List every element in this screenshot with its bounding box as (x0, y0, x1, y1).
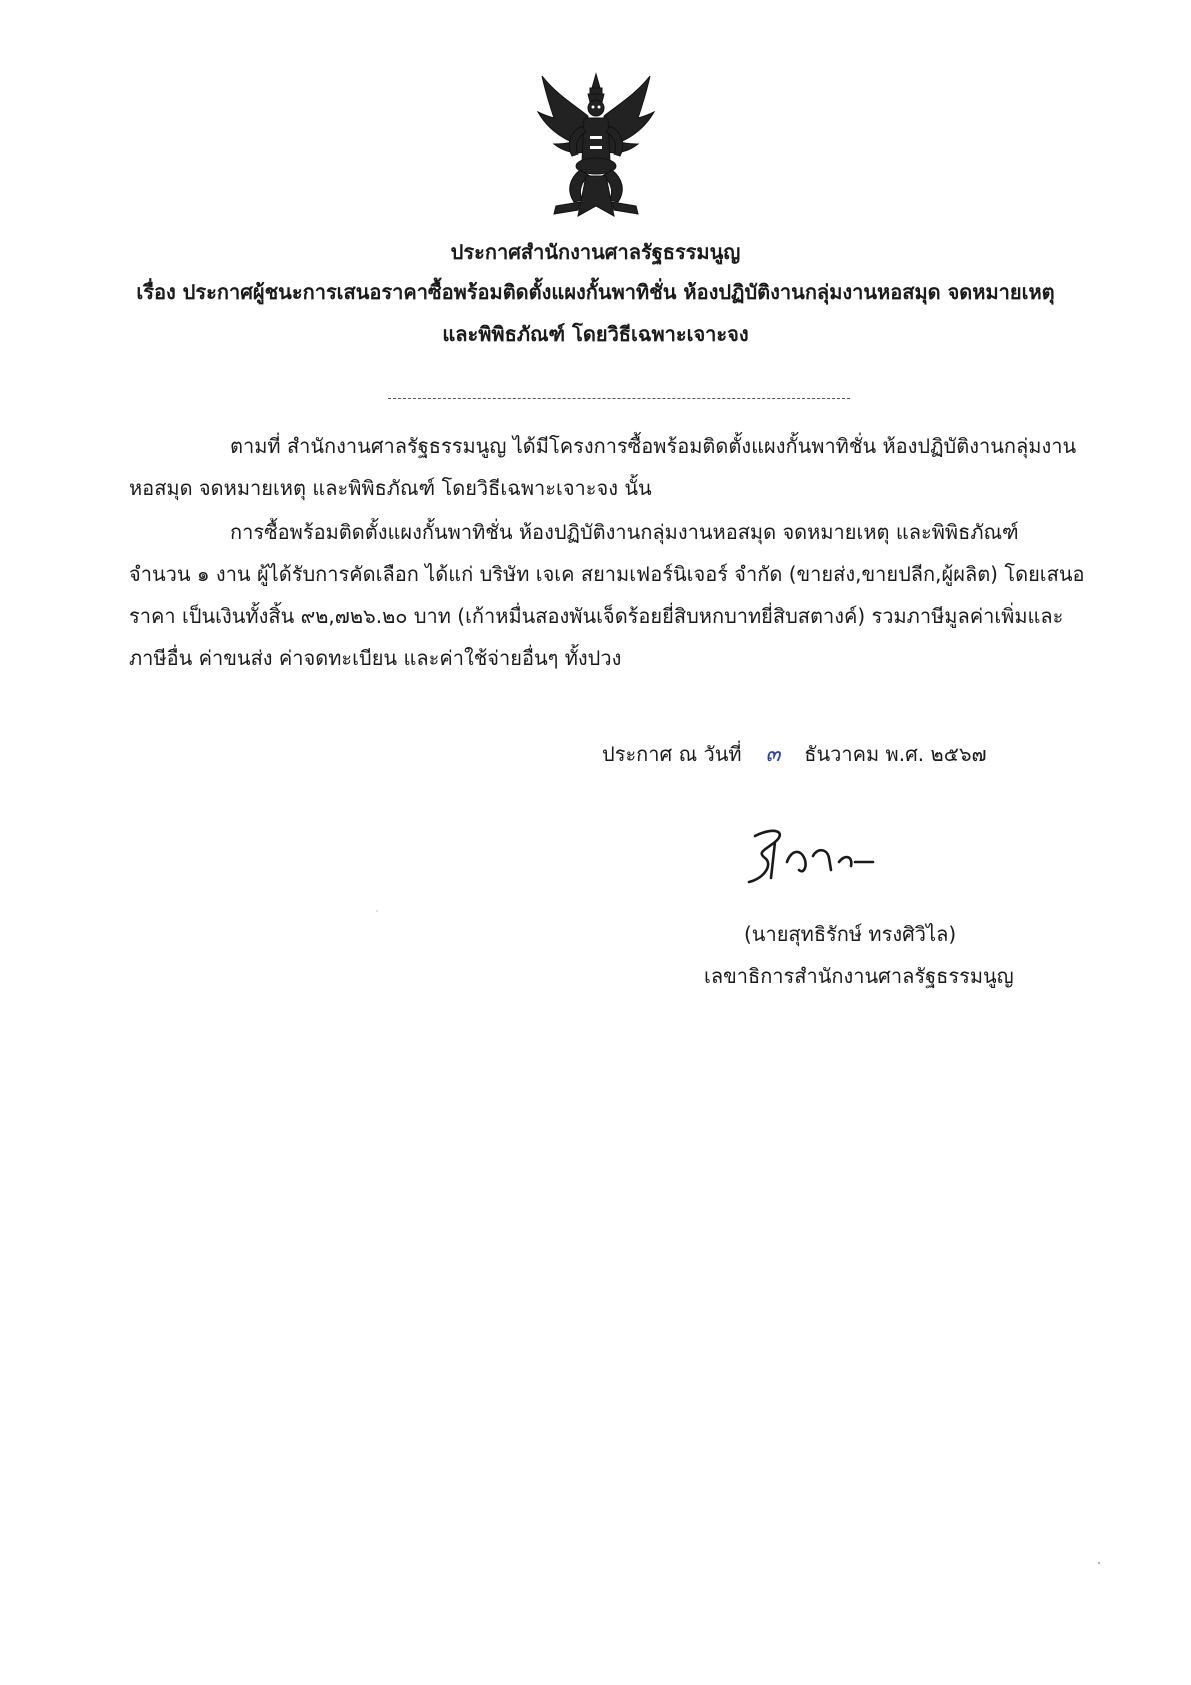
signatory-position: เลขาธิการสำนักงานศาลรัฐธรรมนูญ (704, 964, 1014, 988)
date-prefix: ประกาศ ณ วันที่ (602, 742, 742, 766)
scan-speck (1098, 1562, 1100, 1564)
paragraph-2-line-2: จำนวน ๑ งาน ผู้ได้รับการคัดเลือก ได้แก่ บริษัท เจเค สยามเฟอร์นิเจอร์ จำกัด (ขายส่ง,ขายปลีก,ผู้ผลิต) โดยเสนอ (129, 562, 1085, 586)
scan-speck (376, 910, 378, 912)
paragraph-2-line-1: การซื้อพร้อมติดตั้งแผงกั้นพาทิชั่น ห้องปฏิบัติงานกลุ่มงานหอสมุด จดหมายเหตุ และพิพิธภัณฑ์ (230, 520, 1019, 544)
subject-line-1: เรื่อง ประกาศผู้ชนะการเสนอราคาซื้อพร้อมติดตั้งแผงกั้นพาทิชั่น ห้องปฏิบัติงานกลุ่มงานหอสมุด จดหมายเหตุ (136, 280, 1055, 304)
paragraph-1-line-1: ตามที่ สำนักงานศาลรัฐธรรมนูญ ได้มีโครงการซื้อพร้อมติดตั้งแผงกั้นพาทิชั่น ห้องปฏิบัติงานกลุ่มงาน (230, 434, 1077, 458)
date-line (602, 736, 987, 771)
date-month-year: ธันวาคม พ.ศ. ๒๕๖๗ (804, 742, 987, 766)
date-day: ๓ (765, 742, 781, 767)
handwritten-signature (735, 822, 905, 892)
subject-line-2: และพิพิธภัณฑ์ โดยวิธีเฉพาะเจาะจง (442, 322, 749, 346)
signatory-name: (นายสุทธิรักษ์ ทรงศิวิไล) (744, 922, 957, 946)
divider (388, 398, 850, 399)
garuda-emblem-icon (536, 66, 656, 228)
paragraph-1-line-2: หอสมุด จดหมายเหตุ และพิพิธภัณฑ์ โดยวิธีเฉพาะเจาะจง นั้น (129, 476, 652, 500)
paragraph-2-line-4: ภาษีอื่น ค่าขนส่ง ค่าจดทะเบียน และค่าใช้จ่ายอื่นๆ ทั้งปวง (129, 646, 622, 670)
paragraph-2-line-3: ราคา เป็นเงินทั้งสิ้น ๙๒,๗๒๖.๒๐ บาท (เก้าหมื่นสองพันเจ็ดร้อยยี่สิบหกบาทยี่สิบสตางค์) รวมภาษีมูลค่าเพิ่มและ (129, 604, 1064, 628)
announcement-title: ประกาศสำนักงานศาลรัฐธรรมนูญ (450, 240, 741, 264)
